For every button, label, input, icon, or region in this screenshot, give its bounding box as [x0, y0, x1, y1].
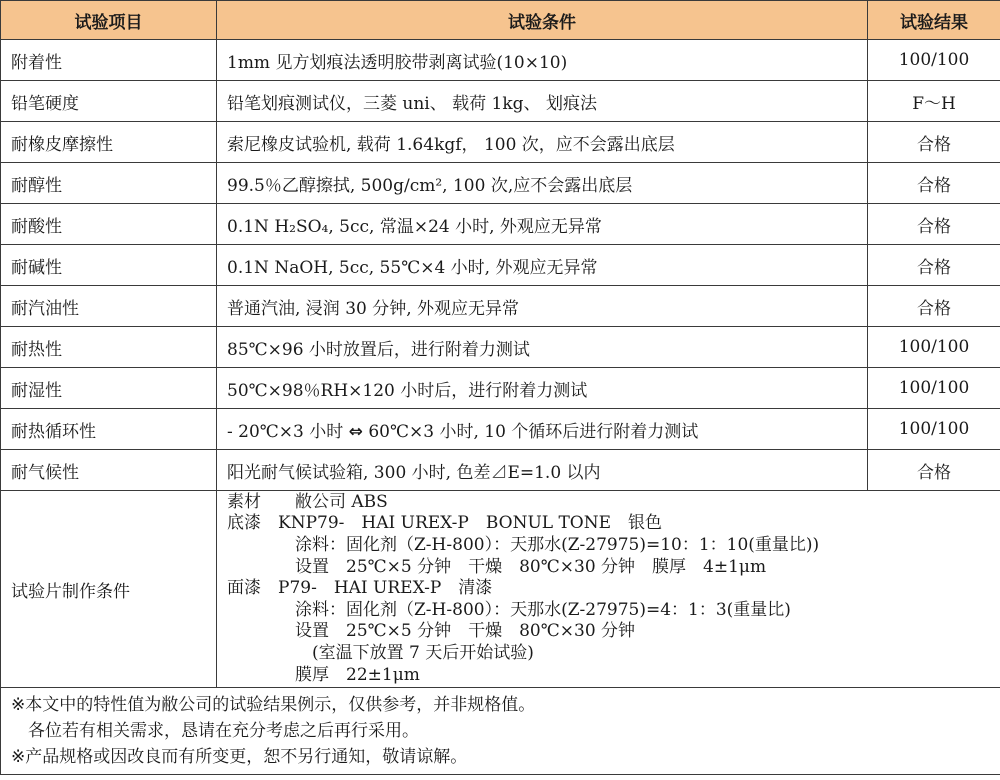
prep-line: 设置 25℃×5 分钟 干燥 80℃×30 分钟	[227, 621, 636, 642]
header-item: 试验项目	[1, 1, 217, 40]
table-row	[1, 40, 1000, 81]
row-condition: 50℃×98％RH×120 小时后，进行附着力测试	[217, 368, 868, 409]
row-result: 100/100	[868, 40, 1000, 81]
header-result: 试验结果	[868, 1, 1000, 40]
table-row	[1, 163, 1000, 204]
row-item: 耐醇性	[1, 163, 217, 204]
row-item: 铅笔硬度	[1, 81, 217, 122]
row-result: 合格	[868, 122, 1000, 163]
row-result: 合格	[868, 450, 1000, 491]
prep-row	[1, 491, 1000, 688]
row-item: 附着性	[1, 40, 217, 81]
table-row	[1, 286, 1000, 327]
row-result: 合格	[868, 286, 1000, 327]
prep-line: 膜厚 22±1μm	[227, 664, 420, 685]
note-line: ※本文中的特性值为敝公司的试验结果例示，仅供参考，并非规格值。	[11, 695, 536, 715]
row-item: 耐酸性	[1, 204, 217, 245]
table-row	[1, 368, 1000, 409]
header-row	[1, 1, 1000, 40]
row-result: 100/100	[868, 409, 1000, 450]
prep-conditions	[217, 491, 1000, 688]
row-condition: 0.1N NaOH, 5cc, 55℃×4 小时, 外观应无异常	[217, 245, 868, 286]
prep-line: 素材 敝公司 ABS	[227, 491, 388, 512]
note-line: 各位若有相关需求，恳请在充分考虑之后再行采用。	[11, 721, 419, 741]
row-item: 耐碱性	[1, 245, 217, 286]
row-result: 100/100	[868, 368, 1000, 409]
double-arrow-icon: ⇔	[348, 421, 363, 442]
row-condition	[217, 409, 868, 450]
row-item: 耐热循环性	[1, 409, 217, 450]
table-row	[1, 204, 1000, 245]
prep-line: 设置 25℃×5 分钟 干燥 80℃×30 分钟 膜厚 4±1μm	[227, 556, 767, 577]
row-condition: 阳光耐气候试验箱, 300 小时, 色差⊿E=1.0 以内	[217, 450, 868, 491]
row-condition: 99.5％乙醇擦拭, 500g/cm², 100 次,应不会露出底层	[217, 163, 868, 204]
row-result: 合格	[868, 163, 1000, 204]
row-result: F～H	[868, 81, 1000, 122]
table-row	[1, 245, 1000, 286]
table-row	[1, 122, 1000, 163]
row-item: 耐湿性	[1, 368, 217, 409]
table-row	[1, 327, 1000, 368]
table-row	[1, 409, 1000, 450]
prep-item: 试验片制作条件	[1, 491, 217, 688]
table-row	[1, 81, 1000, 122]
row-condition: 85℃×96 小时放置后，进行附着力测试	[217, 327, 868, 368]
table-row	[1, 450, 1000, 491]
note-line: ※产品规格或因改良而有所变更，恕不另行通知，敬请谅解。	[11, 747, 468, 767]
condition-high-temp: 60℃×3 小时, 10 个循环后进行附着力测试	[368, 421, 699, 442]
header-condition: 试验条件	[217, 1, 868, 40]
prep-line: 底漆 KNP79- HAI UREX-P BONUL TONE 银色	[227, 513, 663, 534]
row-result: 100/100	[868, 327, 1000, 368]
row-item: 耐橡皮摩擦性	[1, 122, 217, 163]
prep-line: 涂料：固化剂（Z-H-800）：天那水(Z-27975)=10：1：10(重量比))	[227, 535, 820, 556]
row-condition: 1mm 见方划痕法透明胶带剥离试验(10×10)	[217, 40, 868, 81]
row-item: 耐汽油性	[1, 286, 217, 327]
condition-low-temp: - 20℃×3 小时	[227, 421, 344, 442]
prep-line: 涂料：固化剂（Z-H-800）：天那水(Z-27975)=4：1：3(重量比)	[227, 599, 791, 620]
row-result: 合格	[868, 204, 1000, 245]
row-result: 合格	[868, 245, 1000, 286]
row-item: 耐气候性	[1, 450, 217, 491]
row-item: 耐热性	[1, 327, 217, 368]
row-condition: 铅笔划痕测试仪，三菱 uni、 载荷 1kg、 划痕法	[217, 81, 868, 122]
prep-line: 面漆 P79- HAI UREX-P 清漆	[227, 578, 493, 599]
row-condition: 0.1N H₂SO₄, 5cc, 常温×24 小时, 外观应无异常	[217, 204, 868, 245]
row-condition: 索尼橡皮试验机, 载荷 1.64kgf， 100 次，应不会露出底层	[217, 122, 868, 163]
notes-row	[1, 688, 1000, 775]
prep-line: (室温下放置 7 天后开始试验)	[227, 642, 534, 663]
row-condition: 普通汽油, 浸润 30 分钟, 外观应无异常	[217, 286, 868, 327]
notes	[1, 688, 1000, 775]
